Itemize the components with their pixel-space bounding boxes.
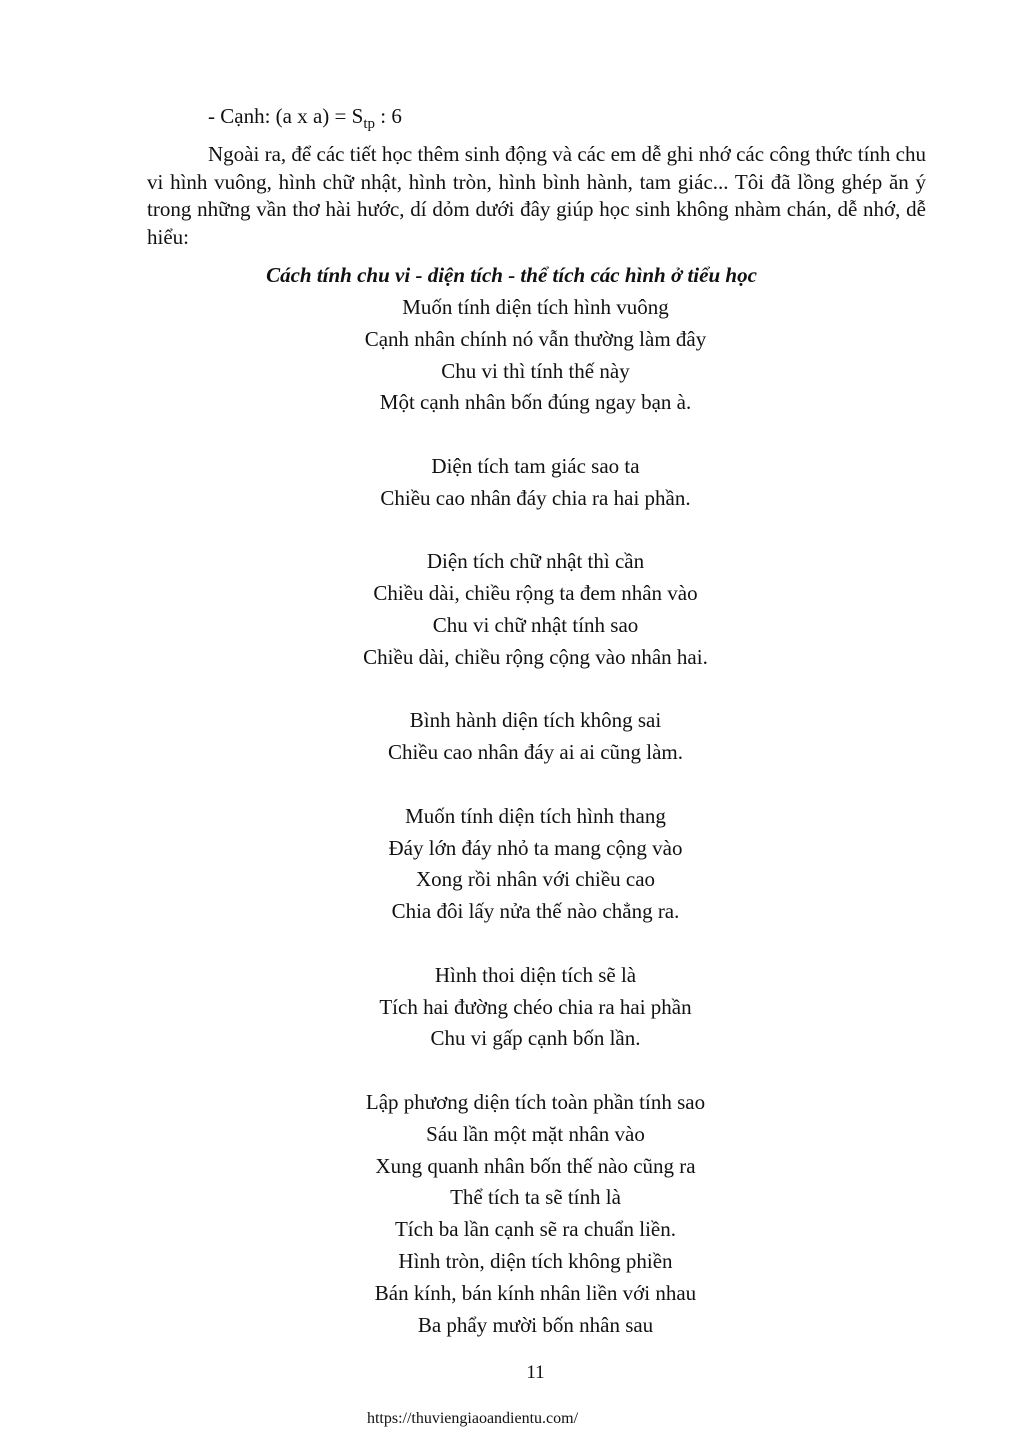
formula-line bbox=[208, 102, 402, 138]
formula-prefix: - Cạnh: (a x a) = S bbox=[208, 104, 364, 128]
poem-line: Lập phương diện tích toàn phần tính sao bbox=[365, 1089, 706, 1114]
poem-line: Chu vi gấp cạnh bốn lần. bbox=[430, 1026, 641, 1051]
poem-line: Đáy lớn đáy nhỏ ta mang cộng vào bbox=[388, 835, 683, 860]
poem-line: Bình hành diện tích không sai bbox=[409, 708, 662, 733]
poem-line: Muốn tính diện tích hình vuông bbox=[402, 295, 669, 319]
poem bbox=[0, 292, 1023, 1341]
poem-line: Thể tích ta sẽ tính là bbox=[450, 1185, 621, 1210]
poem-line: Chu vi thì tính thế này bbox=[441, 358, 630, 383]
stanza-gap bbox=[0, 419, 1023, 451]
stanza-gap bbox=[0, 769, 1023, 801]
poem-line: Hình thoi diện tích sẽ là bbox=[434, 962, 637, 987]
stanza-gap bbox=[0, 1055, 1023, 1087]
stanza-gap bbox=[0, 928, 1023, 960]
poem-title: Cách tính chu vi - diện tích - thể tích các hình ở tiểu học bbox=[266, 263, 757, 287]
stanza-gap bbox=[0, 674, 1023, 706]
poem-line: Sáu lần một mặt nhân vào bbox=[426, 1121, 645, 1146]
poem-line: Cạnh nhân chính nó vẫn thường làm đây bbox=[364, 326, 707, 351]
poem-line: Chia đôi lấy nửa thế nào chẳng ra. bbox=[391, 899, 680, 924]
poem-line: Xong rồi nhân với chiều cao bbox=[415, 867, 656, 892]
poem-line: Bán kính, bán kính nhân liền với nhau bbox=[374, 1280, 697, 1305]
poem-line: Chiều cao nhân đáy chia ra hai phần. bbox=[380, 485, 691, 510]
poem-line: Chu vi chữ nhật tính sao bbox=[432, 612, 639, 637]
poem-line: Diện tích chữ nhật thì cần bbox=[426, 549, 645, 574]
intro-paragraph: Ngoài ra, để các tiết học thêm sinh động và các em dễ ghi nhớ các công thức tính chu vi hình vuông, hình chữ nhật, hình tròn, hình bình hành, tam giác... Tôi đã lồng ghép ăn ý trong những vần thơ hài hước, dí dỏm dưới đây giúp học sinh không nhàm chán, dễ nhớ, dễ hiểu: bbox=[147, 142, 926, 249]
formula-subscript: tp bbox=[363, 116, 375, 132]
poem-line: Tích ba lần cạnh sẽ ra chuẩn liền. bbox=[394, 1217, 677, 1242]
page-number: 11 bbox=[526, 1362, 545, 1383]
formula-suffix: : 6 bbox=[374, 104, 402, 128]
poem-line: Diện tích tam giác sao ta bbox=[431, 453, 640, 478]
poem-line: Xung quanh nhân bốn thế nào cũng ra bbox=[375, 1153, 696, 1178]
poem-line: Chiều dài, chiều rộng cộng vào nhân hai. bbox=[363, 644, 708, 669]
poem-line: Hình tròn, diện tích không phiền bbox=[398, 1248, 673, 1273]
footer-url-link[interactable]: https://thuviengiaoandientu.com/ bbox=[366, 1410, 579, 1427]
stanza-gap bbox=[0, 515, 1023, 547]
poem-line: Chiều dài, chiều rộng ta đem nhân vào bbox=[373, 581, 698, 606]
poem-line: Tích hai đường chéo chia ra hai phần bbox=[379, 994, 692, 1019]
poem-line: Chiều cao nhân đáy ai ai cũng làm. bbox=[387, 740, 684, 765]
poem-line: Một cạnh nhân bốn đúng ngay bạn à. bbox=[379, 390, 692, 415]
poem-line: Ba phẩy mười bốn nhân sau bbox=[417, 1312, 654, 1337]
poem-line: Muốn tính diện tích hình thang bbox=[405, 803, 666, 828]
